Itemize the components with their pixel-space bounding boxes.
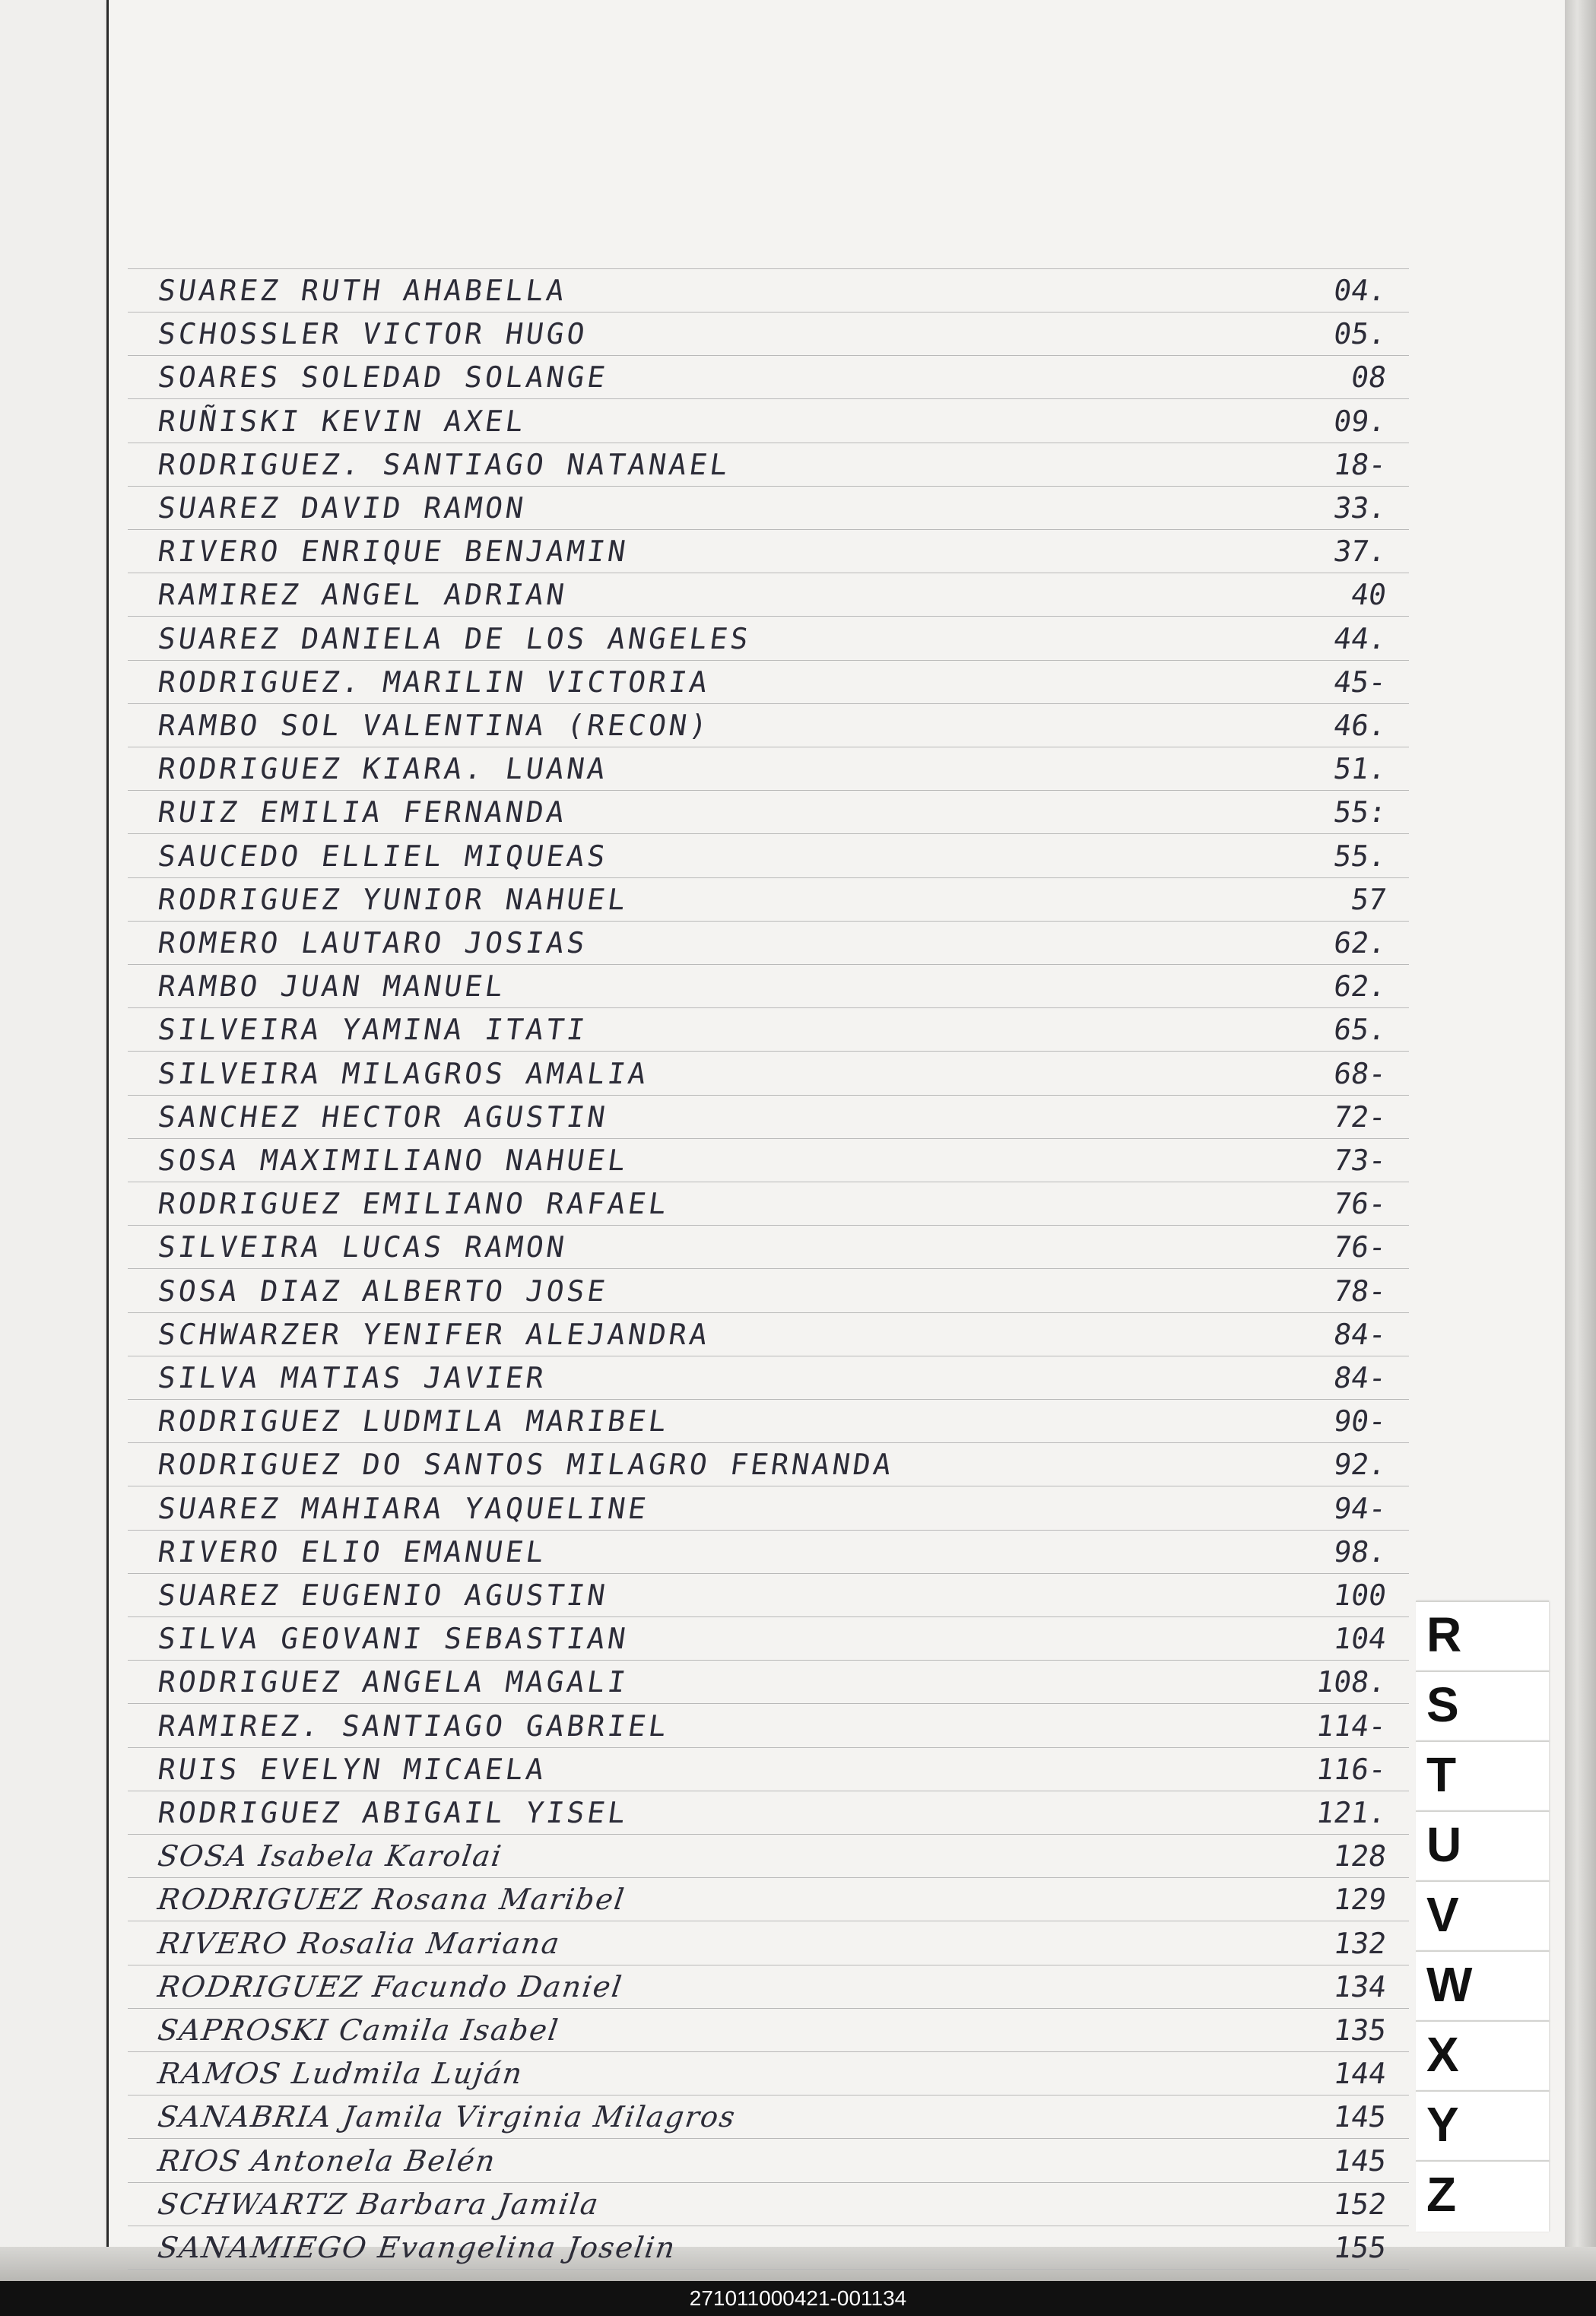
entry-number: 100 (1331, 1578, 1389, 1612)
entry-name: RIVERO ENRIQUE BENJAMIN (155, 535, 631, 569)
entry-number: 18- (1331, 447, 1389, 481)
entry-name: SILVEIRA LUCAS RAMON (155, 1230, 570, 1264)
entry-name: SCHWARTZ Barbara Jamila (155, 2187, 602, 2221)
ruled-line (128, 226, 1409, 269)
entry-name: RAMIREZ. SANTIAGO GABRIEL (155, 1708, 672, 1743)
entry-number: 116- (1314, 1752, 1389, 1786)
entry-number: 72- (1331, 1099, 1389, 1134)
index-tab-letter: X (1426, 2027, 1459, 2082)
entry-number: 114- (1314, 1708, 1389, 1743)
image-caption: 271011000421-001134 (0, 2281, 1596, 2316)
entry-row (128, 2009, 1409, 2052)
entry-number: 62. (1331, 926, 1389, 960)
entry-row (128, 1878, 1409, 1921)
entry-row (128, 2140, 1409, 2183)
entry-name: SUAREZ MAHIARA YAQUELINE (155, 1491, 652, 1525)
entry-name: RODRIGUEZ YUNIOR NAHUEL (155, 882, 631, 916)
entry-number: 145 (1331, 2143, 1389, 2178)
entry-row (128, 965, 1409, 1008)
entry-name: SOSA MAXIMILIANO NAHUEL (155, 1144, 631, 1177)
entry-number: 04. (1331, 274, 1389, 307)
entry-number: 76- (1331, 1230, 1389, 1264)
entry-row (128, 747, 1409, 791)
entry-row (128, 1270, 1409, 1313)
entry-row (128, 1356, 1409, 1400)
entry-name: RUÑISKI KEVIN AXEL (155, 404, 528, 438)
entry-row (128, 1835, 1409, 1878)
entry-name: RUIZ EMILIA FERNANDA (155, 795, 570, 830)
entry-number: 108. (1314, 1665, 1389, 1699)
entry-row (128, 2052, 1409, 2096)
index-tab-letter: T (1426, 1747, 1457, 1802)
entry-number: 94- (1331, 1491, 1389, 1525)
entry-number: 51. (1331, 752, 1389, 786)
entry-row (128, 1313, 1409, 1356)
index-tab-letter: W (1426, 1957, 1473, 2012)
entry-name: RAMBO SOL VALENTINA (RECON) (155, 709, 712, 742)
index-tab-letter: S (1426, 1677, 1459, 1732)
entry-number: 73- (1331, 1144, 1389, 1177)
entry-number: 65. (1331, 1013, 1389, 1047)
entry-row (128, 1443, 1409, 1486)
entry-number: 76- (1331, 1187, 1389, 1221)
entry-row (128, 1574, 1409, 1617)
entry-name: SOSA DIAZ ALBERTO JOSE (155, 1274, 611, 1308)
entry-name: SILVEIRA MILAGROS AMALIA (155, 1056, 652, 1090)
entry-name: SUAREZ DANIELA DE LOS ANGELES (155, 621, 754, 655)
entry-name: RODRIGUEZ Rosana Maribel (155, 1883, 628, 1917)
entry-number: 08 (1349, 360, 1389, 395)
entry-number: 62. (1331, 969, 1389, 1004)
entry-number: 92. (1331, 1448, 1389, 1482)
entry-number: 55: (1331, 795, 1389, 830)
entry-number: 09. (1331, 404, 1389, 438)
entry-name: SANCHEZ HECTOR AGUSTIN (155, 1099, 611, 1134)
entry-name: SILVEIRA YAMINA ITATI (155, 1013, 590, 1047)
entry-row (128, 617, 1409, 661)
entry-number: 121. (1314, 1796, 1389, 1829)
entry-row (128, 1922, 1409, 1965)
entry-row (128, 1096, 1409, 1139)
index-tab-w[interactable] (1416, 1950, 1549, 2022)
alphabet-index-tabs (1416, 1601, 1549, 2232)
entry-number: 145 (1331, 2100, 1389, 2134)
entry-number: 129 (1331, 1883, 1389, 1917)
entry-row (128, 922, 1409, 965)
entry-row (128, 835, 1409, 878)
entry-number: 37. (1331, 535, 1389, 569)
entry-row (128, 2183, 1409, 2226)
index-tab-letter: Y (1426, 2097, 1459, 2152)
index-tab-s[interactable] (1416, 1670, 1549, 1742)
entry-name: SOARES SOLEDAD SOLANGE (155, 360, 611, 395)
entry-row (128, 1008, 1409, 1052)
entry-row (128, 2226, 1409, 2270)
entry-name: SUAREZ RUTH AHABELLA (155, 274, 570, 307)
entry-number: 84- (1331, 1361, 1389, 1394)
entry-name: SUAREZ EUGENIO AGUSTIN (155, 1578, 611, 1612)
entry-number: 57 (1349, 882, 1389, 916)
entry-name: RAMOS Ludmila Luján (155, 2057, 526, 2091)
index-tab-t[interactable] (1416, 1740, 1549, 1812)
entry-number: 152 (1331, 2187, 1389, 2221)
index-tab-z[interactable] (1416, 2160, 1549, 2232)
index-tab-r[interactable] (1416, 1601, 1549, 1672)
entry-name: RODRIGUEZ. SANTIAGO NATANAEL (155, 447, 733, 481)
entry-name: RAMIREZ ANGEL ADRIAN (155, 578, 570, 612)
entry-number: 78- (1331, 1274, 1389, 1308)
entry-number: 104 (1331, 1622, 1389, 1656)
entry-row (128, 1487, 1409, 1531)
entry-row (128, 573, 1409, 617)
entry-row (128, 1139, 1409, 1182)
entry-row (128, 1705, 1409, 1748)
entry-number: 40 (1349, 578, 1389, 612)
entry-name: SANABRIA Jamila Virginia Milagros (155, 2100, 738, 2134)
entry-name: ROMERO LAUTARO JOSIAS (155, 926, 590, 960)
entry-row (128, 1965, 1409, 2009)
entry-name: SILVA MATIAS JAVIER (155, 1361, 549, 1394)
entry-row (128, 443, 1409, 487)
entry-number: 46. (1331, 709, 1389, 742)
entry-row (128, 1052, 1409, 1096)
index-tab-u[interactable] (1416, 1810, 1549, 1882)
entry-row (128, 1661, 1409, 1704)
entry-number: 155 (1331, 2231, 1389, 2264)
entry-row (128, 661, 1409, 704)
entry-name: RODRIGUEZ EMILIANO RAFAEL (155, 1187, 672, 1221)
entry-name: RODRIGUEZ ABIGAIL YISEL (155, 1796, 631, 1829)
index-tab-letter: Z (1426, 2167, 1457, 2222)
entry-name: SCHWARZER YENIFER ALEJANDRA (155, 1317, 712, 1351)
entry-name: RODRIGUEZ ANGELA MAGALI (155, 1665, 631, 1699)
entry-number: 33. (1331, 491, 1389, 525)
entry-number: 44. (1331, 621, 1389, 655)
entry-name: RUIS EVELYN MICAELA (155, 1752, 549, 1786)
index-tab-y[interactable] (1416, 2090, 1549, 2162)
entry-number: 45- (1331, 665, 1389, 699)
entry-number: 55. (1331, 839, 1389, 873)
entry-row (128, 704, 1409, 747)
entry-name: RODRIGUEZ Facundo Daniel (155, 1969, 625, 2003)
entry-row (128, 400, 1409, 443)
entry-row (128, 530, 1409, 573)
entry-name: SCHOSSLER VICTOR HUGO (155, 317, 590, 351)
entry-row (128, 1226, 1409, 1269)
entry-row (128, 791, 1409, 834)
entry-row (128, 1400, 1409, 1443)
entry-number: 132 (1331, 1926, 1389, 1960)
entry-number: 05. (1331, 317, 1389, 351)
entry-row (128, 1617, 1409, 1661)
entry-row (128, 269, 1409, 313)
entry-number: 68- (1331, 1056, 1389, 1090)
entry-name: RIVERO ELIO EMANUEL (155, 1534, 549, 1569)
entry-name: RODRIGUEZ DO SANTOS MILAGRO FERNANDA (155, 1448, 896, 1482)
entry-name: SILVA GEOVANI SEBASTIAN (155, 1622, 631, 1656)
entry-row (128, 1531, 1409, 1574)
index-tab-letter: U (1426, 1817, 1462, 1872)
entry-number: 84- (1331, 1317, 1389, 1351)
entry-number: 135 (1331, 2013, 1389, 2047)
entry-name: RODRIGUEZ LUDMILA MARIBEL (155, 1404, 672, 1439)
entry-row (128, 2096, 1409, 2139)
entry-name: RODRIGUEZ. MARILIN VICTORIA (155, 665, 712, 699)
entry-row (128, 878, 1409, 922)
entry-number: 128 (1331, 1839, 1389, 1873)
entry-row (128, 1791, 1409, 1835)
entry-name: RIOS Antonela Belén (155, 2143, 499, 2178)
index-tab-v[interactable] (1416, 1880, 1549, 1952)
entry-row (128, 1182, 1409, 1226)
entry-row (128, 1748, 1409, 1791)
entry-name: RAMBO JUAN MANUEL (155, 969, 509, 1004)
entry-number: 134 (1331, 1969, 1389, 2003)
entry-number: 98. (1331, 1534, 1389, 1569)
entry-row (128, 487, 1409, 530)
entry-name: SUAREZ DAVID RAMON (155, 491, 528, 525)
entry-row (128, 313, 1409, 356)
entry-name: SAUCEDO ELLIEL MIQUEAS (155, 839, 611, 873)
entry-number: 90- (1331, 1404, 1389, 1439)
entry-name: RIVERO Rosalia Mariana (155, 1926, 563, 1960)
entry-name: SOSA Isabela Karolai (155, 1839, 505, 1873)
entry-number: 144 (1331, 2057, 1389, 2091)
index-tab-letter: R (1426, 1607, 1462, 1662)
entry-name: SAPROSKI Camila Isabel (155, 2013, 562, 2047)
entry-row (128, 356, 1409, 399)
index-tab-letter: V (1426, 1887, 1459, 1942)
entry-name: SANAMIEGO Evangelina Joselin (155, 2231, 679, 2264)
index-tab-x[interactable] (1416, 2020, 1549, 2092)
entry-name: RODRIGUEZ KIARA. LUANA (155, 752, 611, 786)
